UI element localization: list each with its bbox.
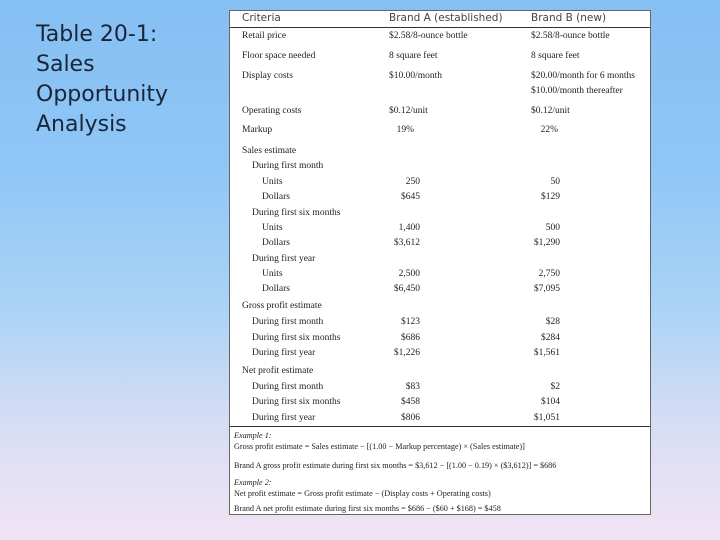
row-label: During first year (252, 254, 316, 264)
brand-a-value: $83 (405, 382, 420, 392)
row-label: Markup (242, 125, 273, 135)
table-divider (230, 426, 650, 427)
table-row (230, 28, 650, 44)
row-label: Retail price (242, 31, 287, 41)
row-label: Dollars (262, 284, 290, 294)
table-row (230, 330, 650, 346)
table-row (230, 314, 650, 330)
table-row (230, 205, 650, 221)
row-label: During first year (252, 348, 316, 358)
row-label: Units (262, 223, 283, 233)
table-row (230, 158, 650, 174)
row-label: During first six months (252, 333, 341, 343)
brand-a-header: Brand A (established) (389, 12, 503, 24)
slide-title-line: Table 20-1: (36, 22, 158, 47)
brand-a-value: $10.00/month (389, 71, 443, 81)
brand-b-value: $1,561 (533, 348, 560, 358)
brand-b-value: $1,290 (533, 238, 560, 248)
row-label: Operating costs (242, 106, 302, 116)
brand-b-value: $129 (541, 192, 560, 202)
sales-opportunity-table (229, 10, 651, 515)
row-label: During first year (252, 413, 316, 423)
table-row (230, 251, 650, 267)
row-label: Units (262, 177, 283, 187)
brand-b-value: $0.12/unit (531, 106, 570, 116)
table-row (230, 281, 650, 297)
table-row (230, 220, 650, 236)
slide-title (36, 20, 206, 140)
example-2-formula: Net profit estimate = Gross profit estimate − (Display costs + Operating costs) (234, 489, 491, 498)
row-label: Floor space needed (242, 51, 316, 61)
table-row (230, 379, 650, 395)
brand-a-value: 19% (396, 125, 414, 135)
brand-a-value: 2,500 (398, 269, 420, 279)
table-row (230, 394, 650, 410)
table-row (230, 363, 650, 379)
slide-title-line: Opportunity (36, 82, 169, 107)
table-row (230, 48, 650, 64)
brand-b-value: $7,095 (533, 284, 560, 294)
slide-title-line: Analysis (36, 112, 127, 137)
example-1-title: Example 1: (234, 431, 272, 440)
slide-title-line: Sales (36, 52, 95, 77)
table-row (230, 122, 650, 138)
row-label: Display costs (242, 71, 293, 81)
brand-a-value: $458 (401, 397, 420, 407)
brand-b-value: 50 (550, 177, 560, 187)
brand-a-value: 8 square feet (389, 51, 438, 61)
table-row (230, 174, 650, 190)
row-label: During first month (252, 317, 324, 327)
row-label: Gross profit estimate (242, 301, 322, 311)
row-label: Net profit estimate (242, 366, 314, 376)
brand-b-header: Brand B (new) (531, 12, 607, 24)
brand-a-value: $806 (401, 413, 420, 423)
table-row (230, 189, 650, 205)
table-header-row (230, 11, 650, 28)
example-2-calculation: Brand A net profit estimate during first six months = $686 − ($60 + $168) = $458 (234, 504, 501, 513)
table-row (230, 410, 650, 426)
brand-b-value: $20.00/month for 6 months (531, 71, 635, 81)
brand-a-value: 1,400 (398, 223, 420, 233)
brand-b-value: 22% (540, 125, 558, 135)
brand-b-value: $28 (545, 317, 560, 327)
row-label: During first six months (252, 208, 341, 218)
row-label: Dollars (262, 238, 290, 248)
table-row (230, 68, 650, 84)
brand-b-value: $10.00/month thereafter (531, 86, 623, 96)
table-row (230, 103, 650, 119)
table-row (230, 266, 650, 282)
brand-a-value: $645 (401, 192, 420, 202)
table-row (230, 298, 650, 314)
brand-a-value: $0.12/unit (389, 106, 428, 116)
brand-a-value: $6,450 (393, 284, 420, 294)
brand-b-value: $1,051 (533, 413, 560, 423)
brand-b-value: 2,750 (538, 269, 560, 279)
table-row (230, 235, 650, 251)
brand-b-value: $2.58/8-ounce bottle (531, 31, 610, 41)
table-row (230, 143, 650, 159)
brand-b-value: 500 (545, 223, 560, 233)
example-1-formula: Gross profit estimate = Sales estimate − [(1.00 − Markup percentage) × (Sales estimate)] (234, 442, 525, 451)
brand-a-value: $2.58/8-ounce bottle (389, 31, 468, 41)
criteria-header: Criteria (242, 12, 281, 24)
row-label: During first month (252, 161, 324, 171)
row-label: Dollars (262, 192, 290, 202)
brand-b-value: 8 square feet (531, 51, 580, 61)
brand-b-value: $2 (550, 382, 560, 392)
row-label: During first month (252, 382, 324, 392)
brand-a-value: $1,226 (393, 348, 420, 358)
table-row (230, 345, 650, 361)
row-label: Sales estimate (242, 146, 297, 156)
table-row (230, 83, 650, 99)
brand-a-value: $123 (401, 317, 420, 327)
brand-b-value: $284 (541, 333, 560, 343)
brand-a-value: 250 (405, 177, 420, 187)
example-1-calculation: Brand A gross profit estimate during first six months = $3,612 − [(1.00 − 0.19) × ($3,612)] = $686 (234, 461, 557, 470)
row-label: During first six months (252, 397, 341, 407)
brand-a-value: $686 (401, 333, 420, 343)
row-label: Units (262, 269, 283, 279)
brand-b-value: $104 (541, 397, 560, 407)
example-2-title: Example 2: (234, 478, 272, 487)
brand-a-value: $3,612 (393, 238, 420, 248)
